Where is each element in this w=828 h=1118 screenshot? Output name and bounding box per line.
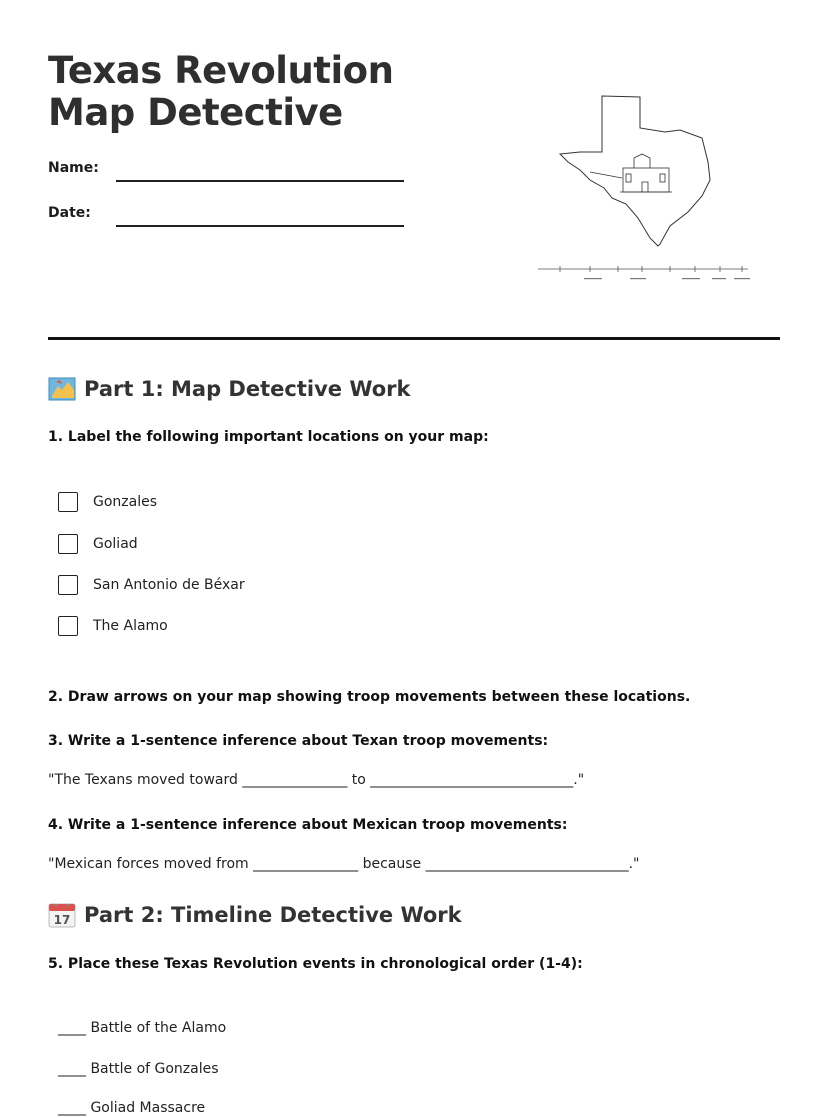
texas-map-image <box>530 92 760 292</box>
section-divider <box>48 337 780 340</box>
question-4: 4. Write a 1-sentence inference about Mexican troop movements: <box>48 817 568 833</box>
checkbox[interactable] <box>58 575 78 595</box>
checkbox[interactable] <box>58 492 78 512</box>
timeline-event[interactable]: ____ Battle of Gonzales <box>58 1061 219 1077</box>
part2-title-text: Part 2: Timeline Detective Work <box>84 903 462 927</box>
location-label: Goliad <box>93 536 138 552</box>
location-item[interactable] <box>58 616 168 636</box>
question-3: 3. Write a 1-sentence inference about Texan troop movements: <box>48 733 549 749</box>
answer-3-prompt[interactable]: "The Texans moved toward _______________ to _____________________________." <box>48 772 585 788</box>
page-title: Texas Revolution Map Detective <box>48 49 394 134</box>
question-1: 1. Label the following important locations on your map: <box>48 429 489 445</box>
date-field[interactable] <box>116 225 404 227</box>
location-label: The Alamo <box>93 618 168 634</box>
answer-4-prompt[interactable]: "Mexican forces moved from _______________ because _____________________________." <box>48 856 640 872</box>
part1-title-text: Part 1: Map Detective Work <box>84 377 411 401</box>
location-label: Gonzales <box>93 494 158 510</box>
calendar-emoji-icon <box>48 902 76 928</box>
part1-title <box>48 376 410 402</box>
checkbox[interactable] <box>58 616 78 636</box>
name-label: Name: <box>48 160 99 176</box>
location-item[interactable] <box>58 534 138 554</box>
question-5: 5. Place these Texas Revolution events in chronological order (1-4): <box>48 956 583 972</box>
location-item[interactable] <box>58 575 245 595</box>
timeline-event[interactable]: ____ Goliad Massacre <box>58 1100 206 1116</box>
location-item[interactable] <box>58 492 157 512</box>
question-2: 2. Draw arrows on your map showing troop movements between these locations. <box>48 689 691 705</box>
part2-title <box>48 902 462 928</box>
timeline-event[interactable]: ____ Battle of the Alamo <box>58 1020 227 1036</box>
map-emoji-icon <box>48 376 76 402</box>
name-field[interactable] <box>116 180 404 182</box>
checkbox[interactable] <box>58 534 78 554</box>
date-label: Date: <box>48 205 91 221</box>
calendar-day: 17 <box>53 913 71 927</box>
location-label: San Antonio de Béxar <box>93 577 245 593</box>
